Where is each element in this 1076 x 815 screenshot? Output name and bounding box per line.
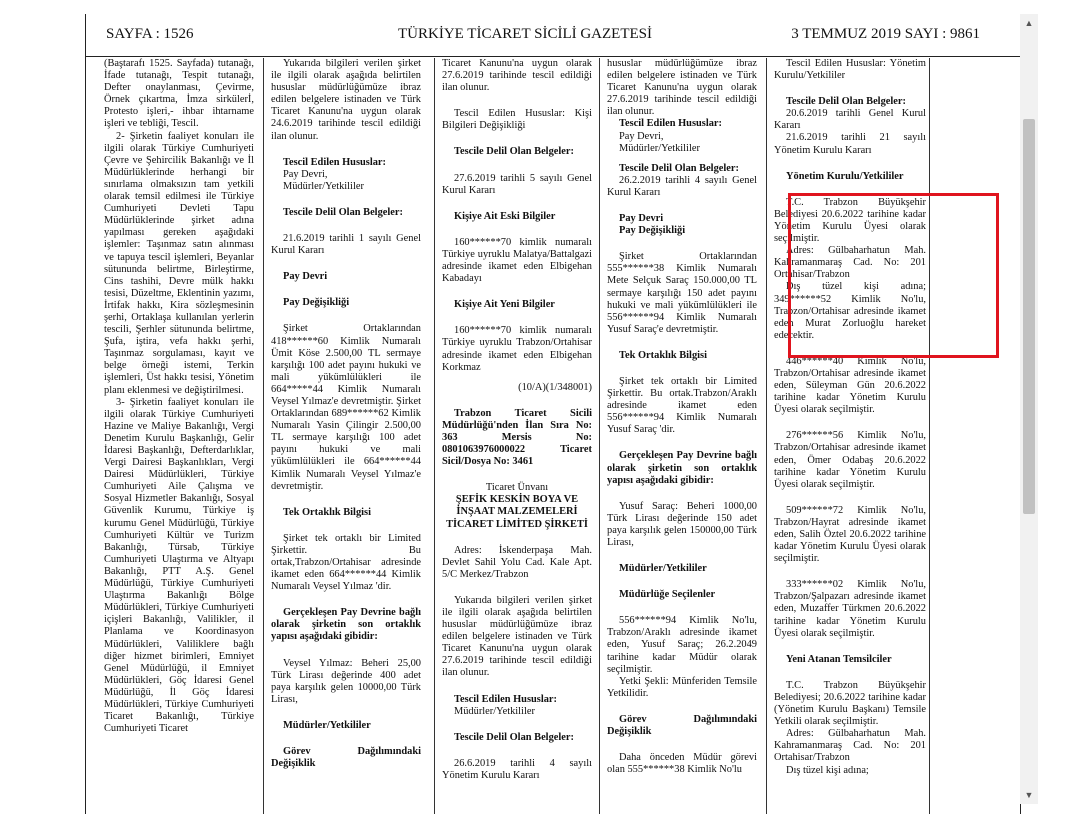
paragraph: Ticaret Ünvanı xyxy=(485,482,549,494)
paragraph: Adres: Gülbaharhatun Mah. Kahramanmaraş Cad. No: 201 Ortahisar/Trabzon xyxy=(774,728,926,764)
paragraph: Tek Ortaklık Bilgisi xyxy=(283,506,371,518)
column-divider xyxy=(929,58,930,814)
paragraph: Yeni Atanan Temsilciler xyxy=(786,653,892,665)
paragraph: Pay Devri xyxy=(619,213,664,225)
paragraph: Şirket tek ortaklı bir Limited Şirkettir. Bu ortak.Trabzon/Araklı adresinde ikamet eden 556******94 Kimlik Numaralı Yusuf Saraç 'dir. xyxy=(607,375,757,436)
paragraph: (Baştarafı 1525. Sayfada) tutanağı, İfade tutanağı, Tespit tutanağı, Defter onaylanması, Çevirme, Örnek çıkartma, İmza sirkülerİ, Protesto işleri,- ihbar ihtarname işleri ve tebliği, Tescil. xyxy=(104,58,254,130)
scroll-down-icon[interactable]: ▼ xyxy=(1024,790,1034,800)
paragraph: Şirket Ortaklarından 555******38 Kimlik Numaralı Mete Selçuk Saraç 150.000,00 TL sermaye karşılığı 150 adet payını hukuki ve mali yükümlülükleri ile 556******94 Kimlik Numaralı Yusuf Saraç'e devretmiştir. xyxy=(607,251,757,335)
paragraph: Adres: İskenderpaşa Mah. Devlet Sahil Yolu Cad. Kale Apt. 5/C Merkez/Trabzon xyxy=(442,544,592,580)
paragraph: 21.6.2019 tarihli 1 sayılı Genel Kurul Kararı xyxy=(271,233,421,257)
paragraph: Tescil Edilen Hususlar: xyxy=(283,156,386,168)
paragraph: 160******70 kimlik numaralı Türkiye uyruklu Trabzon/Ortahisar adresinde ikamet eden Elbigehan Korkmaz xyxy=(442,325,592,373)
paragraph: 556******94 Kimlik No'lu, Trabzon/Araklı adresinde ikamet eden, Yusuf Saraç; 26.2.2049 tarihine kadar Müdür olarak seçilmiştir. xyxy=(607,615,757,675)
paragraph: Dış tüzel kişi adına; xyxy=(786,764,869,776)
paragraph: Kişiye Ait Eski Bilgiler xyxy=(454,210,556,222)
paragraph: Müdürler/Yetkililer xyxy=(283,180,364,192)
paragraph: Şirket tek ortaklı bir Limited Şirkettir. Bu ortak,Trabzon/Ortahisar adresinde ikamet eden 664******44 Kimlik Numaralı Veysel Yılmaz 'dir. xyxy=(271,532,421,593)
text-column-1 xyxy=(104,58,254,814)
paragraph: 509******72 Kimlik No'lu, Trabzon/Hayrat adresinde ikamet eden, Salih Öztel 20.6.2022 tarihine kadar Yönetim Kurulu Üyesi olarak seçilmiştir. xyxy=(774,504,926,565)
paragraph: Tescil Edilen Hususlar: Kişi Bilgileri Değişikliği xyxy=(442,108,592,132)
paragraph: Pay Devri xyxy=(283,271,328,283)
paragraph: (10/A)(1/348001) xyxy=(518,381,592,393)
paragraph: Pay Değişikliği xyxy=(283,297,350,309)
paragraph: Müdürler/Yetkililer xyxy=(619,142,700,154)
page-header xyxy=(86,14,1020,57)
paragraph: Dış tüzel kişi adına; 349******52 Kimlik No'lu, Trabzon/Ortahisar adresinde ikamet eden Murat Zorluoğlu hareket edecektir. xyxy=(774,281,926,341)
scroll-up-icon[interactable]: ▲ xyxy=(1024,18,1034,28)
paragraph: Yönetim Kurulu/Yetkililer xyxy=(786,170,904,182)
paragraph: Trabzon Ticaret Sicili Müdürlüğü'nden İlan Sıra No: 363 Mersis No: 0801063976000022 Ticaret Sicil/Dosya No: 3461 xyxy=(442,407,592,468)
paragraph: Tescile Delil Olan Belgeler: xyxy=(454,731,574,743)
paragraph: Kişiye Ait Yeni Bilgiler xyxy=(454,299,555,311)
paragraph: 26.6.2019 tarihli 4 sayılı Yönetim Kurulu Kararı xyxy=(442,757,592,781)
paragraph: 3- Şirketin faaliyet konuları ile ilgili olarak Türkiye Cumhuriyeti Hazine ve Maliye Bakanlığı, Vergi Denetim Kurulu Başkanlığı, Gelir İdaresi Başkanlığı, Defterdarlıklar, Vergi Dairesi Başkanlıkları, Vergi Dairesi Müdürlükleri, Türkiye Cumhuriyeti Aile Çalışma ve Sosyal Hizmetler Bakanlığı, Sosyal Güvenlik Kurumu, Türkiye iş kurumu Genel Müdürlüğü, Türkiye Cumhuriyeti Kültür ve Turizm Bakanlığı, Türsab, Türkiye Cumhuriyeti Ulaştırma ve Altyapı Bakanlığı, PTT A.Ş. Genel Müdürlüğü, Türkiye Cumhuriyeti Ulaştırma Bakanlığı Bölge Müdürlükleri, Türkiye Cumhuriyeti içişleri Bakanlığı, Valilikler, il Planlama ve Koordinasyon Müdürlükleri, Valiliklere bağlı diğer hizmet birimleri, Emniyet Genel Müdürlüğü, il Emniyet Müdürlükleri, Göç İdaresi Genel Müdürlüğü, İl Göç İdaresi Müdürlükleri, Türkiye Cumhuriyeti Ticaret Bakanlığı, Türkiye Cumhuriyeti Ticaret xyxy=(104,396,254,735)
vertical-scrollbar[interactable] xyxy=(1020,14,1038,804)
paragraph: 276******56 Kimlik No'lu, Trabzon/Ortahisar adresinde ikamet eden, Ömer Odabaş 20.6.2022 tarihine kadar Yönetim Kurulu Üyesi olarak seçilmiştir. xyxy=(774,430,926,490)
paragraph: ŞEFİK KESKİN BOYA VE İNŞAAT MALZEMELERİ TİCARET LİMİTED ŞİRKETİ xyxy=(446,494,588,530)
paragraph: Yukarıda bilgileri verilen şirket ile ilgili olarak aşağıda belirtilen hususlar müdürlüğümüze ibraz edilen belgelere istinaden ve Türk Ticaret Kanunu'na uygun olarak 24.6.2019 tarihinde tescil edildiği ilan olunur. xyxy=(271,58,421,142)
paragraph: Yusuf Saraç: Beheri 1000,00 Türk Lirası değerinde 150 adet paya karşılık gelen 150000,00 Türk Lirası, xyxy=(607,500,757,548)
paragraph: 2- Şirketin faaliyet konuları ile ilgili olarak Türkiye Cumhuriyeti Çevre ve Şehircilik Bakanlığı ve İl Müdürlüklerinde herhangi bir sınırlama olmaksızın tam yetkili olarak temsil edilmesi ile Türkiye Cumhuriyeti Devleti Tapu Müdürlüklerinde şirket adına yapılması gereken aşağıdaki işlemler: Taşınmaz satın alınması ve tapuya tescil işlemleri, Beyanlar sütununda belirtme, Birleştirme, Cins tashihi, Devre mülk hakkı tesisi, Düzeltme, Eklentinin yazımı, İrtifak hakkı, Kira sözleşmesinin şerhi, Ortaklaşa kullanılan yerlerin tescili, Şerhler sütununda belirtme, Şufa, iştira, vefa hakkı şerhi, Taşınmaz sorgulaması, kayıt ve belge örneği istemi, Terkin işlemleri, Üst hakkı tesisi, Yönetim planı eklenmesi ve değiştirilmesi. xyxy=(104,130,254,396)
column-divider xyxy=(766,58,767,814)
paragraph: Tek Ortaklık Bilgisi xyxy=(619,349,707,361)
paragraph: 333******02 Kimlik No'lu, Trabzon/Şalpazarı adresinde ikamet eden, Muzaffer Türkmen 20.6.2022 tarihine kadar Yönetim Kurulu Üyesi olarak seçilmiştir. xyxy=(774,579,926,639)
paragraph: 26.2.2019 tarihli 4 sayılı Genel Kurul Kararı xyxy=(607,174,757,198)
paragraph: Pay Değişikliği xyxy=(619,225,686,237)
text-column-3 xyxy=(442,58,592,814)
paragraph: T.C. Trabzon Büyükşehir Belediyesi; 20.6.2022 tarihine kadar (Yönetim Kurulu Başkanı) Temsile Yetkili olarak seçilmiştir. xyxy=(774,679,926,728)
paragraph: 21.6.2019 tarihli 21 sayılı Yönetim Kurulu Kararı xyxy=(774,132,926,156)
paragraph: Gerçekleşen Pay Devrine bağlı olarak şirketin son ortaklık yapısı aşağıdaki gibidir: xyxy=(271,607,421,643)
paragraph: Tescile Delil Olan Belgeler: xyxy=(454,146,574,158)
paragraph: T.C. Trabzon Büyükşehir Belediyesi 20.6.2022 tarihine kadar Yönetim Kurulu Üyesi olarak seçilmiştir. xyxy=(774,196,926,245)
paragraph: Pay Devri, xyxy=(619,130,664,142)
paragraph: Ticaret Kanunu'na uygun olarak 27.6.2019 tarihinde tescil edildiği ilan olunur. xyxy=(442,58,592,94)
paragraph: Şirket Ortaklarından 418******60 Kimlik Numaralı Ümit Köse 2.500,00 TL sermaye karşılığı 100 adet payını hukuki ve mali yükümlülükleri ile 664*****44 Kimlik Numaralı Veysel Yılmaz'e devretmiştir. Şirket Ortaklarından 689******62 Kimlik Numaralı Yasin Çilingir 2.500,00 TL sermaye karşılığı 100 adet payını hukuki ve mali yükümlülükleri ile 664******44 Kimlik Numaralı Veysel Yılmaz'e devretmiştir. xyxy=(271,323,421,492)
paragraph: Tescile Delil Olan Belgeler: xyxy=(283,206,403,218)
column-divider xyxy=(263,58,264,814)
issue-date: 3 TEMMUZ 2019 SAYI : 9861 xyxy=(791,26,980,42)
paragraph: Yetki Şekli: Münferiden Temsile Yetkilidir. xyxy=(607,675,757,699)
paragraph: Müdürler/Yetkililer xyxy=(454,705,535,717)
text-column-4 xyxy=(607,58,757,814)
paragraph: Müdürler/Yetkililer xyxy=(619,563,707,575)
paragraph: Gerçekleşen Pay Devrine bağlı olarak şirketin son ortaklık yapısı aşağıdaki gibidir: xyxy=(607,450,757,486)
paragraph: Daha önceden Müdür görevi olan 555******38 Kimlik No'lu xyxy=(607,752,757,776)
text-column-2 xyxy=(271,58,421,814)
scrollbar-thumb[interactable] xyxy=(1023,119,1035,514)
paragraph: Müdürlüğe Seçilenler xyxy=(619,589,716,601)
paragraph: Tescile Delil Olan Belgeler: xyxy=(786,96,906,108)
paragraph: Pay Devri, xyxy=(283,168,328,180)
paragraph: Tescil Edilen Hususlar: xyxy=(454,693,557,705)
paragraph: 160******70 kimlik numaralı Türkiye uyruklu Malatya/Battalgazi adresinde ikamet eden Elbigehan Kabadayı xyxy=(442,236,592,285)
paragraph: 27.6.2019 tarihli 5 sayılı Genel Kurul Kararı xyxy=(442,172,592,196)
paragraph: hususlar müdürlüğümüze ibraz edilen belgelere istinaden ve Türk Ticaret Kanunu'na uygun olarak 27.6.2019 tarihinde tescil edildiği ilan olunur. xyxy=(607,58,757,118)
paragraph: Veysel Yılmaz: Beheri 25,00 Türk Lirası değerinde 400 adet paya karşılık gelen 10000,00 Türk Lirası, xyxy=(271,657,421,705)
page-number: SAYFA : 1526 xyxy=(106,26,194,42)
gazette-page xyxy=(85,14,1021,814)
highlight-box xyxy=(788,193,999,358)
paragraph: Müdürler/Yetkililer xyxy=(283,719,371,731)
paragraph: Görev Dağılımındaki Değişiklik xyxy=(607,713,757,738)
paragraph: Tescil Edilen Hususlar: xyxy=(619,118,722,130)
column-divider xyxy=(599,58,600,814)
paragraph: Tescile Delil Olan Belgeler: xyxy=(619,162,739,174)
paragraph: Tescil Edilen Hususlar: Yönetim Kurulu/Yetkililer xyxy=(774,58,926,82)
text-column-5 xyxy=(774,58,926,814)
gazette-title: TÜRKİYE TİCARET SİCİLİ GAZETESİ xyxy=(398,26,653,42)
paragraph: 446******40 Kimlik No'lu, Trabzon/Ortahisar adresinde ikamet eden, Süleyman Gün 20.6.2022 tarihine kadar Yönetim Kurulu Üyesi olarak seçilmiştir. xyxy=(774,355,926,416)
column-divider xyxy=(434,58,435,814)
paragraph: Görev Dağılımındaki Değişiklik xyxy=(271,746,421,770)
paragraph: Adres: Gülbaharhatun Mah. Kahramanmaraş Cad. No: 201 Ortahisar/Trabzon xyxy=(774,245,926,281)
paragraph: Yukarıda bilgileri verilen şirket ile ilgili olarak aşağıda belirtilen hususlar müdürlüğümüze ibraz edilen belgelere istinaden ve Türk Ticaret Kanunu'na uygun olarak 27.6.2019 tarihinde tescil edildiği ilan olunur. xyxy=(442,594,592,679)
paragraph: 20.6.2019 tarihli Genel Kurul Kararı xyxy=(774,108,926,132)
article-columns xyxy=(104,58,1004,814)
